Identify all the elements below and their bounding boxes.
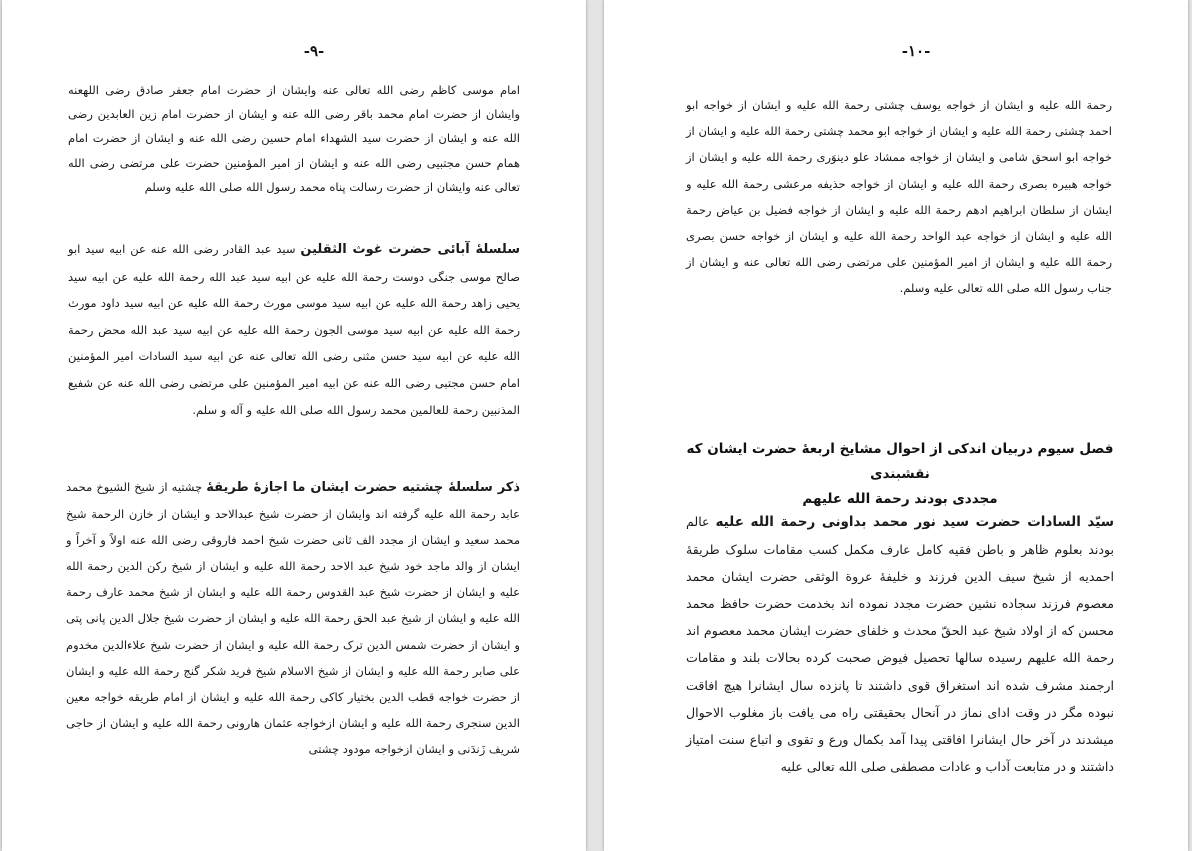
left-paragraph-1-text: امام موسی کاظم رضی الله تعالی عنه وایشان از حضرت امام جعفر صادق رضی اللهعنه وایشان از حضرت امام محمد باقر رضی الله عنه و ایشان از حضرت امام زین العابدین رضی الله عنه و ایشان از حضرت سید الشهداء امام حسین رضی الله عنه و ایشان از حضرت امام همام حسن مجتبیی رضی الله عنه و ایشان از امیر المؤمنین حضرت علی مرتضی رضی الله تعالی عنه وایشان از حضرت رسالت پناه محمد رسول الله صلی الله علیه وسلم [68,83,520,194]
right-paragraph-2-heading: سیّد السادات حضرت سید نور محمد بداونی رحمة الله علیه [715,514,1114,530]
right-page-number: -۱۰- [901,42,931,60]
left-page [2,0,586,851]
left-page-number: -۹- [303,42,325,60]
right-paragraph-chishti-chain-continued [686,92,1112,302]
section-heading-line-1: فصل سیوم دربیان اندکی از احوال مشایخ اربعهٔ حضرت ایشان که نقشبندی [686,441,1114,482]
right-paragraph-2-text: عالم بودند بعلوم ظاهر و باطن فقیه کامل عارف مکمل کسب مقامات سلوک طریقهٔ احمدیه از شیخ سیف الدین فرزند و خلیفهٔ عروة الوثقی حضرت ایشان محمد معصوم فرزند سجاده نشین حضرت مجدد نموده اند بخدمت حضرت حافظ محمد محسن که از اولاد شیخ عبد الحقّ محدث و خلفای حضرت ایشان محمد معصوم اند رحمة الله علیهم رسیده سالها تحصیل فیوض صحبت کرده بحالات بلند و مقامات ارجمند مشرف شده اند استغراق قوی داشتند تا پانزده سال ایشانرا هیچ افاقت نبوده مگر در وقت ادای نماز در آنحال بحقیقتی راه می یافت باز مغلوب الاحوال میشدند در آخر حال ایشانرا افاقتی پیدا آمد بکمال ورع و تقوی و اتباع سنت امتیاز داشتند و در متابعت آداب و عادات مصطفی صلی الله تعالی علیه [686,514,1114,774]
left-paragraph-3-heading: ذکر سلسلهٔ چشتیه حضرت ایشان ما اجازهٔ طریقهٔ [206,480,521,495]
section-heading-line-2: مجددی بودند رحمة الله علیهم [802,491,998,507]
left-paragraph-2-text: سید عبد القادر رضی الله عنه عن ابیه سید ابو صالح موسی جنگی دوست رحمة الله علیه عن ابیه سید عبد الله رحمة الله علیه عن ابیه سید یحیی زاهد رحمة الله علیه عن ابیه سید موسی مورث رحمة الله علیه عن ابیه سید داود مورث رحمة الله علیه عن ابیه سید موسی الجون رحمة الله علیه عن ابیه سید عبد الله محض رحمة الله علیه عن ابیه سید حسن مثنی رضی الله تعالی عنه عن ابیه سید السادات امیر المؤمنین امام حسن مجتبی رضی الله عنه عن ابیه امیر المؤمنین علی مرتضی رضی الله عنه عن شفیع المذنبین رحمة للعالمین محمد رسول الله صلی الله علیه و آله و سلم. [68,242,520,417]
left-paragraph-3-text: چشتیه از شیخ الشیوخ محمد عابد رحمة الله علیه گرفته اند وایشان از حضرت شیخ عبدالاحد و ایشان از خازن الرحمة شیخ محمد سعید و ایشان از مجدد الف ثانی حضرت شیخ احمد فاروقی رضی الله عنه اولاً و آخراً و ایشان از والد ماجد خود شیخ عبد الاحد رحمة الله علیه و ایشان از شیخ رکن الدین رحمة الله علیه و ایشان از حضرت شیخ عبد القدوس رحمة الله علیه و ایشان از شیخ محمد عارف رحمة الله علیه و ایشان از شیخ عبد الحق رحمة الله علیه و ایشان از حضرت شیخ جلال الدین پانی پتی و ایشان از حضرت شمس الدین ترک رحمة الله علیه و ایشان از حضرت شیخ علاءالدین مخدوم علی صابر رحمة الله علیه و ایشان از شیخ الاسلام شیخ فرید شکر گنج رحمة الله علیه و ایشان از حضرت خواجه قطب الدین بختیار کاکی رحمة الله علیه و ایشان از امام طریقه خواجه معین الدین سنجری رحمة الله علیه و ایشان ازخواجه عثمان هارونی رحمة الله علیه و ایشان از حاجی شریف زَندَنی و ایشان ازخواجه مودود چشتی [66,480,520,756]
left-paragraph-chishti-chain [66,474,520,762]
left-paragraph-2-heading: سلسلهٔ آبائی حضرت غوث الثقلین [300,242,521,257]
right-paragraph-1-text: رحمة الله علیه و ایشان از خواجه یوسف چشتی رحمة الله علیه و ایشان از خواجه ابو احمد چشتی رحمة الله علیه و ایشان از خواجه ابو محمد چشتی رحمة الله علیه و ایشان از خواجه ابو اسحق شامی و ایشان از خواجه ممشاد علو دینوَری رحمة الله علیه و ایشان از خواجه هبیره بصری رحمة الله علیه و ایشان از خواجه حذیفه مرعشی رحمة الله علیه و ایشان از سلطان ابراهیم ادهم رحمة الله علیه و ایشان از خواجه فضیل بن عیاض رحمة الله علیه و ایشان از خواجه عبد الواحد رحمة الله علیه و ایشان از خواجه حسن بصری رحمة الله علیه و ایشان از امیر المؤمنین علی مرتضی رضی الله تعالی عنه و ایشان از جناب رسول الله صلی الله تعالی علیه وسلم. [686,98,1112,296]
left-paragraph-lineage-imams [68,78,520,199]
section-heading [686,437,1114,512]
left-paragraph-ancestral-chain [68,236,520,423]
right-paragraph-biography [686,508,1114,780]
right-page [604,0,1188,851]
